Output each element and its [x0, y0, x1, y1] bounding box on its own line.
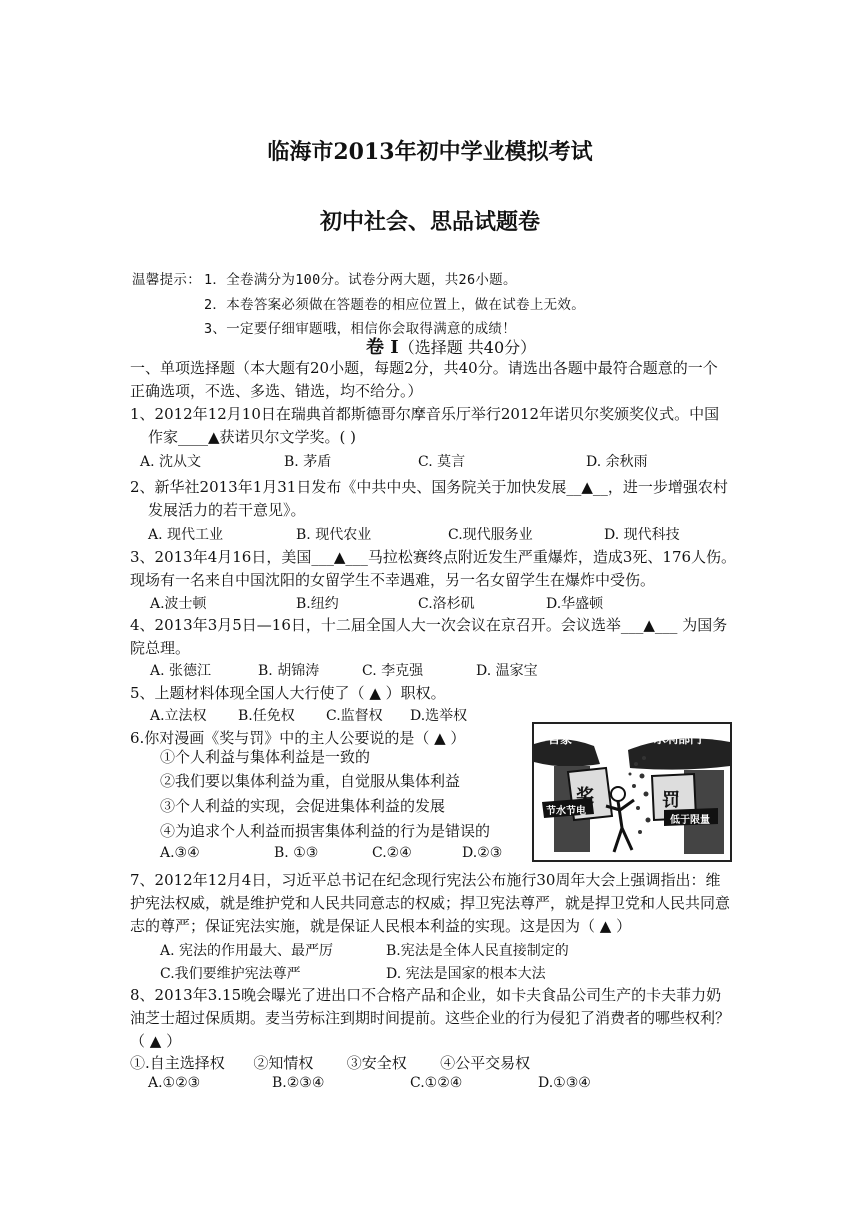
- cartoon-left-sign: 节水节电: [546, 806, 586, 817]
- q1-option-c: C. 莫言: [418, 454, 466, 470]
- q5-option-a: A.立法权: [150, 708, 207, 724]
- q6-item-2: ②我们要以集体利益为重，自觉服从集体利益: [160, 772, 461, 790]
- q7-line-1: 7、2012年12月4日，习近平总书记在纪念现行宪法公布施行30周年大会上强调指出：维: [130, 871, 721, 889]
- q6-option-c: C.②④: [372, 845, 412, 861]
- q8-option-a: A.①②③: [148, 1075, 201, 1091]
- q6-item-4: ④为追求个人利益而损害集体利益的行为是错误的: [160, 822, 491, 840]
- q3-option-d: D.华盛顿: [546, 596, 604, 612]
- q8-rights: ①.自主选择权 ②知情权 ③安全权 ④公平交易权: [130, 1054, 531, 1072]
- q8-line-3: （ ▲ ）: [130, 1032, 182, 1050]
- q4-option-d: D. 温家宝: [476, 663, 538, 679]
- exam-subtitle: 初中社会、思品试题卷: [319, 209, 540, 235]
- q1-line-1: 1、2012年12月10日在瑞典首都斯德哥尔摩音乐厅举行2012年诺贝尔奖颁奖仪式。中国: [130, 405, 720, 423]
- q8-option-c: C.①②④: [410, 1075, 463, 1091]
- q6-option-a: A.③④: [160, 845, 200, 861]
- q4-option-b: B. 胡锦涛: [258, 663, 320, 679]
- q5-option-c: C.监督权: [326, 708, 383, 724]
- q6-option-b: B. ①③: [274, 845, 319, 861]
- q8-option-b: B.②③④: [272, 1075, 325, 1091]
- q3-line-1: 3、2013年4月16日，美国___▲___马拉松赛终点附近发生严重爆炸，造成3死、176人伤。: [130, 548, 737, 566]
- cartoon-left-label: 自家: [548, 732, 573, 746]
- section-desc: （选择题 共40分）: [398, 338, 537, 357]
- q2-option-c: C.现代服务业: [448, 527, 533, 543]
- tip-line-1: 1．全卷满分为100分。试卷分两大题，共26小题。: [204, 272, 517, 288]
- q6-item-1: ①个人利益与集体利益是一致的: [160, 748, 371, 766]
- q8-option-d: D.①③④: [538, 1075, 591, 1091]
- q1-option-a: A. 沈从文: [140, 454, 202, 470]
- q8-line-1: 8、2013年3.15晚会曝光了进出口不合格产品和企业，如卡夫食品公司生产的卡夫菲力奶: [130, 986, 722, 1004]
- cartoon-right-sign: 低于限量: [670, 815, 710, 826]
- tips-label: 温馨提示：: [132, 272, 201, 288]
- tip-line-2: 2．本卷答案必须做在答题卷的相应位置上，做在试卷上无效。: [204, 297, 586, 313]
- q5-line-1: 5、上题材料体现全国人大行使了（ ▲ ）职权。: [130, 684, 446, 702]
- q2-line-1: 2、新华社2013年1月31日发布《中共中央、国务院关于加快发展__▲__，进一步增强农村: [130, 478, 728, 496]
- section-heading: [366, 333, 536, 359]
- section-roll: 卷 Ⅰ: [366, 337, 399, 358]
- q4-option-c: C. 李克强: [362, 663, 424, 679]
- q1-option-b: B. 茅盾: [284, 454, 332, 470]
- tip-line-3: 3、一定要仔细审题哦，相信你会取得满意的成绩！: [204, 321, 517, 337]
- q3-option-a: A.波士顿: [150, 596, 207, 612]
- q2-option-b: B. 现代农业: [296, 527, 372, 543]
- q2-option-d: D. 现代科技: [604, 527, 680, 543]
- q4-line-2: 院总理。: [130, 639, 191, 657]
- q7-line-2: 护宪法权威，就是维护党和人民共同意志的权威；捍卫宪法尊严，就是捍卫党和人民共同意: [130, 894, 731, 912]
- q7-option-c: C.我们要维护宪法尊严: [160, 966, 301, 982]
- q6-item-3: ③个人利益的实现，会促进集体利益的发展: [160, 797, 446, 815]
- q1-line-2: 作家____▲获诺贝尔文学奖。( ): [148, 428, 357, 446]
- q6-option-d: D.②③: [462, 845, 503, 861]
- q7-option-b: B.宪法是全体人民直接制定的: [386, 943, 569, 959]
- q3-option-b: B.纽约: [296, 596, 339, 612]
- q2-option-a: A. 现代工业: [148, 527, 224, 543]
- q7-option-a: A. 宪法的作用最大、最严厉: [160, 943, 334, 959]
- q7-line-3: 志的尊严；保证宪法实施，就是保证人民根本利益的实现。这是因为（ ▲ ）: [130, 917, 632, 935]
- cartoon-reward: 奖: [576, 786, 594, 807]
- cartoon-right-label: 水利部门: [654, 732, 703, 746]
- cartoon-punish: 罚: [662, 790, 680, 811]
- q2-line-2: 发展活力的若干意见》。: [148, 501, 306, 519]
- part-intro-line-2: 正确选项，不选、多选、错选，均不给分。）: [130, 382, 423, 400]
- q8-line-2: 油芝士超过保质期。麦当劳标注到期时间提前。这些企业的行为侵犯了消费者的哪些权利？: [130, 1009, 731, 1027]
- q7-option-d: D. 宪法是国家的根本大法: [386, 966, 546, 982]
- q4-option-a: A. 张德江: [150, 663, 212, 679]
- q1-option-d: D. 余秋雨: [586, 454, 648, 470]
- q6-line-1: 6.你对漫画《奖与罚》中的主人公要说的是（ ▲ ）: [130, 729, 466, 747]
- q3-line-2: 现场有一名来自中国沈阳的女留学生不幸遇难，另一名女留学生在爆炸中受伤。: [130, 571, 656, 589]
- q5-option-b: B.任免权: [238, 708, 295, 724]
- exam-title: 临海市2013年初中学业模拟考试: [267, 139, 593, 165]
- q3-option-c: C.洛杉矶: [418, 596, 475, 612]
- q4-line-1: 4、2013年3月5日—16日，十二届全国人大一次会议在京召开。会议选举___▲___ 为国务: [130, 616, 728, 634]
- part-intro-line-1: 一、单项选择题（本大题有20小题，每题2分，共40分。请选出各题中最符合题意的一个: [130, 359, 718, 377]
- q5-option-d: D.选举权: [410, 708, 468, 724]
- reward-punish-cartoon: [532, 722, 732, 862]
